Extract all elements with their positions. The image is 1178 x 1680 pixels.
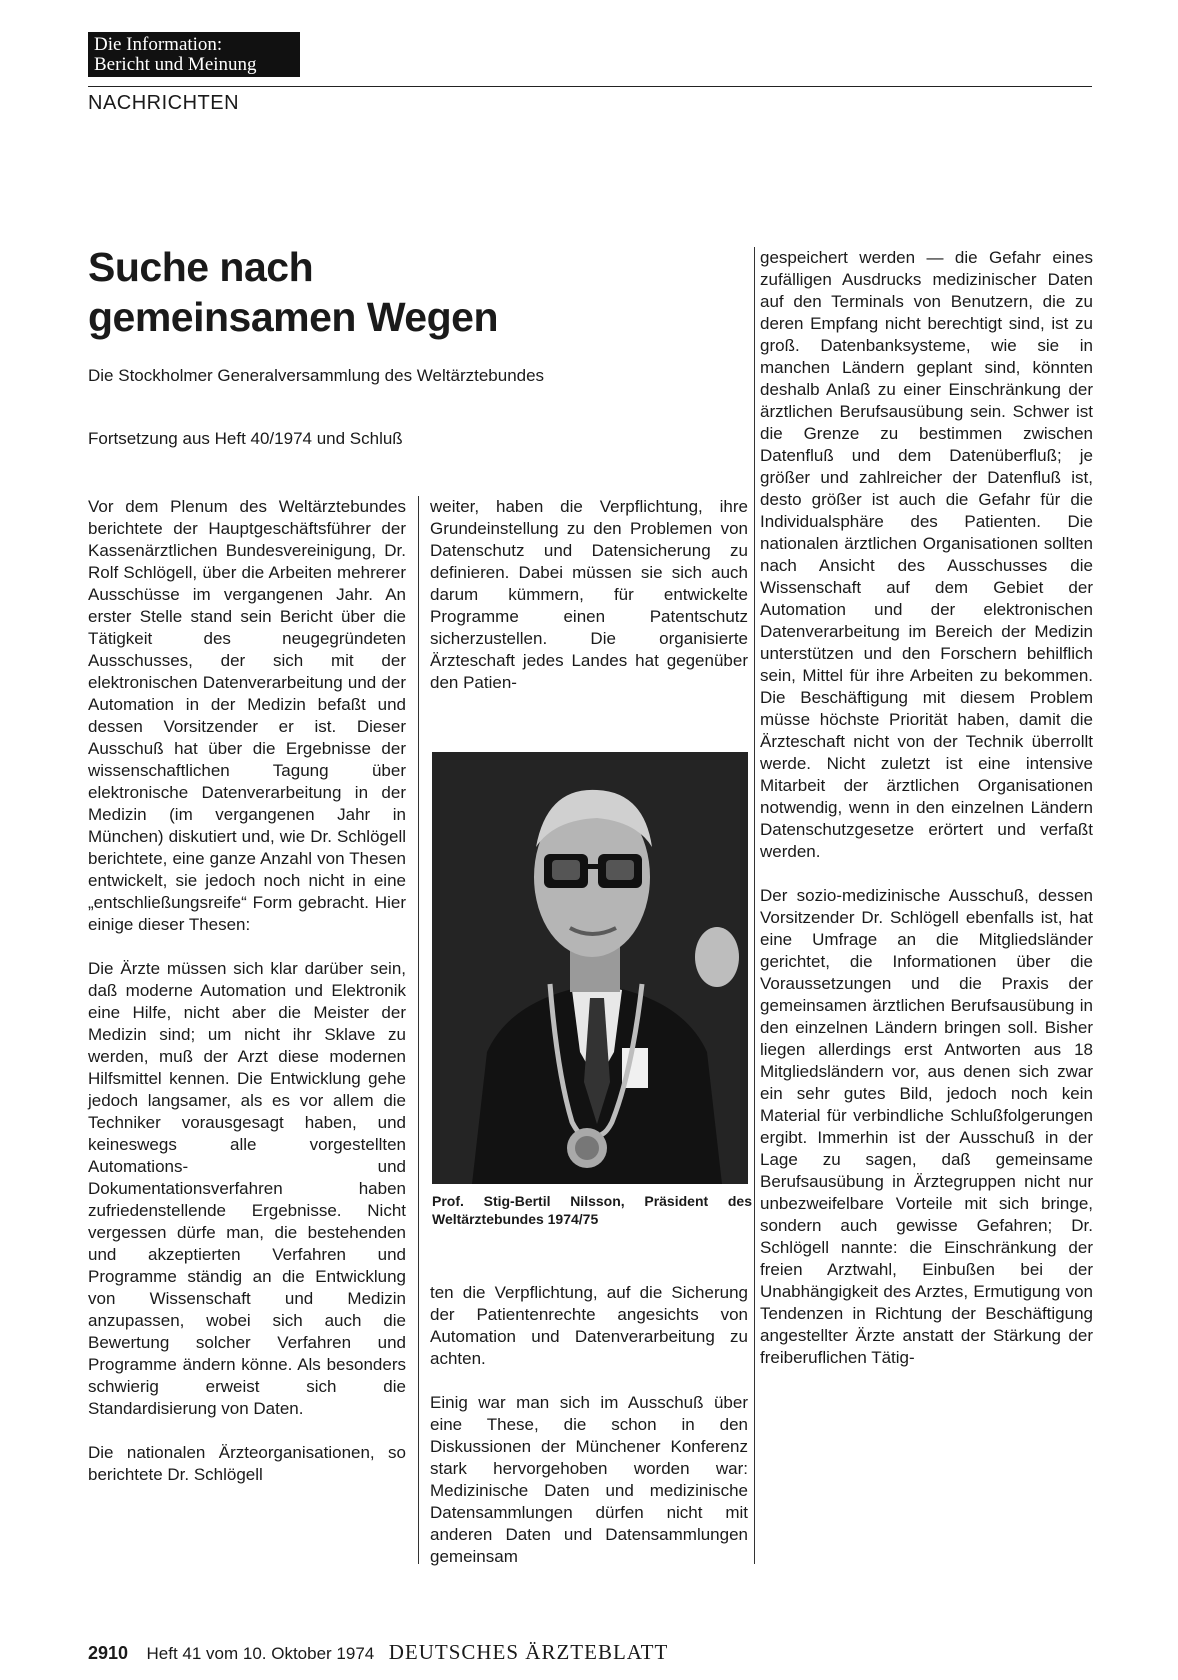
article-title-line1: Suche nach <box>88 244 314 290</box>
paragraph: Vor dem Plenum des Weltärztebundes berichtete der Hauptgeschäftsführer der Kassenärztlichen Bundesvereinigung, Dr. Rolf Schlögell, über die Arbeiten mehrerer Ausschüsse im vergangenen Jahr. An erster Stelle stand sein Bericht über die Tätigkeit des neugegründeten Ausschusses, der sich mit der elektronischen Datenverarbeitung und der Automation in der Medizin befaßt und dessen Vorsitzender er ist. Dieser Ausschuß hat über die Ergebnisse der wissenschaftlichen Tagung über elektronische Datenverarbeitung in der Medizin (im vergangenen Jahr in München) diskutiert und, wie Dr. Schlögell berichtete, eine ganze Anzahl von Thesen entwickelt, sie jedoch noch nicht in eine „entschließungsreife“ Form gebracht. Hier einige dieser Thesen: <box>88 497 406 934</box>
paragraph: ten die Verpflichtung, auf die Sicherung der Patientenrechte angesichts von Automation und Datenverarbeitung zu achten. <box>430 1283 748 1368</box>
portrait-photo <box>432 752 748 1184</box>
article-subtitle: Die Stockholmer Generalversammlung des Weltärztebundes <box>88 366 545 385</box>
article-title-line2: gemeinsamen Wegen <box>88 294 498 340</box>
column-divider <box>754 247 755 1564</box>
column-1 <box>88 496 406 1508</box>
column-2-bottom <box>430 1282 748 1590</box>
header-divider <box>88 86 1092 87</box>
issue-info: Heft 41 vom 10. Oktober 1974 <box>146 1644 375 1663</box>
article-title <box>88 242 728 342</box>
paragraph: Die nationalen Ärzteorganisationen, so berichtete Dr. Schlögell <box>88 1443 406 1484</box>
photo-caption: Prof. Stig-Bertil Nilsson, Präsident des Weltärztebundes 1974/75 <box>432 1193 752 1227</box>
continuation-note: Fortsetzung aus Heft 40/1974 und Schluß <box>88 429 403 448</box>
header-badge-line2: Bericht und Meinung <box>94 54 257 75</box>
portrait-illustration <box>432 752 748 1184</box>
paragraph: gespeichert werden — die Gefahr eines zufälligen Ausdrucks medizinischer Daten auf den Terminals von Benutzern, die zu deren Empfang nicht berechtigt sind, ist zu groß. Datenbanksysteme, wie sie in manchen Ländern geplant sind, könnten deshalb Anlaß zu einer Einschränkung der ärztlichen Berufsausübung sein. Schwer ist die Grenze zu bestimmen zwischen Datenfluß und dem Datenüberfluß; je größer und zahlreicher der Datenfluß ist, desto größer ist auch die Gefahr für die Individualsphäre des Patienten. Die nationalen ärztlichen Organisationen sollten nach Ansicht des Ausschusses die Wissenschaft auf dem Gebiet der Automation und der elektronischen Datenverarbeitung im Bereich der Medizin unterstützen und den Forschern behilflich sein, Mittel für ihre Arbeiten zu bekommen. Die Beschäftigung mit diesem Problem müsse höchste Priorität haben, damit die Ärzteschaft nicht von der Technik überrollt werde. Nicht zuletzt ist eine intensive Mitarbeit der ärztlichen Organisationen notwendig, wenn in den einzelnen Ländern Datenschutzgesetze erörtert und verfaßt werden. <box>760 248 1093 861</box>
column-divider <box>418 496 419 1564</box>
paragraph: Der sozio-medizinische Ausschuß, dessen Vorsitzender Dr. Schlögell ebenfalls ist, hat eine Umfrage an die Mitgliedsländer gerichtet, die Informationen über die Voraussetzungen und die Praxis der gemeinsamen ärztlichen Berufsausübung in den einzelnen Ländern bringen soll. Bisher liegen allerdings erst Antworten aus 18 Mitgliedsländern vor, aus denen sich zwar ein sehr gutes Bild, jedoch noch kein Material für verbindliche Schlußfolgerungen ergibt. Immerhin ist der Ausschuß in der Lage zu sagen, daß gemeinsame Berufsausübung in Ärztegruppen nicht nur unbezweifelbare Vorteile mit sich bringe, sondern auch gewisse Gefahren; Dr. Schlögell nannte: die Einschränkung der freien Arztwahl, Einbußen bei der Unabhängigkeit des Arztes, Ermutigung von Tendenzen in Richtung der Beschäftigung angestellter Ärzte anstatt der Stärkung der freiberuflichen Tätig- <box>760 886 1093 1367</box>
paragraph: weiter, haben die Verpflichtung, ihre Grundeinstellung zu den Problemen von Datenschutz und Datensicherung zu definieren. Dabei müssen sie sich auch darum kümmern, für entwickelte Programme einen Patentschutz sicherzustellen. Die organisierte Ärzteschaft jedes Landes hat gegenüber den Patien- <box>430 497 748 692</box>
header-badge-line1: Die Information: <box>94 34 223 55</box>
column-3 <box>760 247 1093 1391</box>
header-badge <box>88 32 300 77</box>
page-footer <box>88 1640 668 1665</box>
page-number: 2910 <box>88 1643 129 1663</box>
section-label: NACHRICHTEN <box>88 92 240 114</box>
paragraph: Die Ärzte müssen sich klar darüber sein, daß moderne Automation und Elektronik eine Hilfe, nicht aber die Meister der Medizin sind; um nicht ihr Sklave zu werden, muß der Arzt diese modernen Hilfsmittel kennen. Die Entwicklung gehe jedoch langsamer, als es vor allem die Techniker vorausgesagt haben, und keineswegs alle vorgestellten Automations- und Dokumentationsverfahren haben zufriedenstellende Ergebnisse. Nicht vergessen dürfe man, die bestehenden und akzeptierten Verfahren und Programme ständig an die Entwicklung von Wissenschaft und Medizin anzupassen, wobei sich auch die Bewertung solcher Verfahren und Programme ändern könne. Als besonders schwierig erweist sich die Standardisierung von Daten. <box>88 959 406 1418</box>
column-2-top <box>430 496 748 716</box>
paragraph: Einig war man sich im Ausschuß über eine These, die schon in den Diskussionen der Münchener Konferenz stark hervorgehoben worden war: Medizinische Daten und medizinische Datensammlungen dürfen nicht mit anderen Daten und Datensammlungen gemeinsam <box>430 1393 748 1566</box>
publication-name: DEUTSCHES ÄRZTEBLATT <box>388 1640 669 1664</box>
